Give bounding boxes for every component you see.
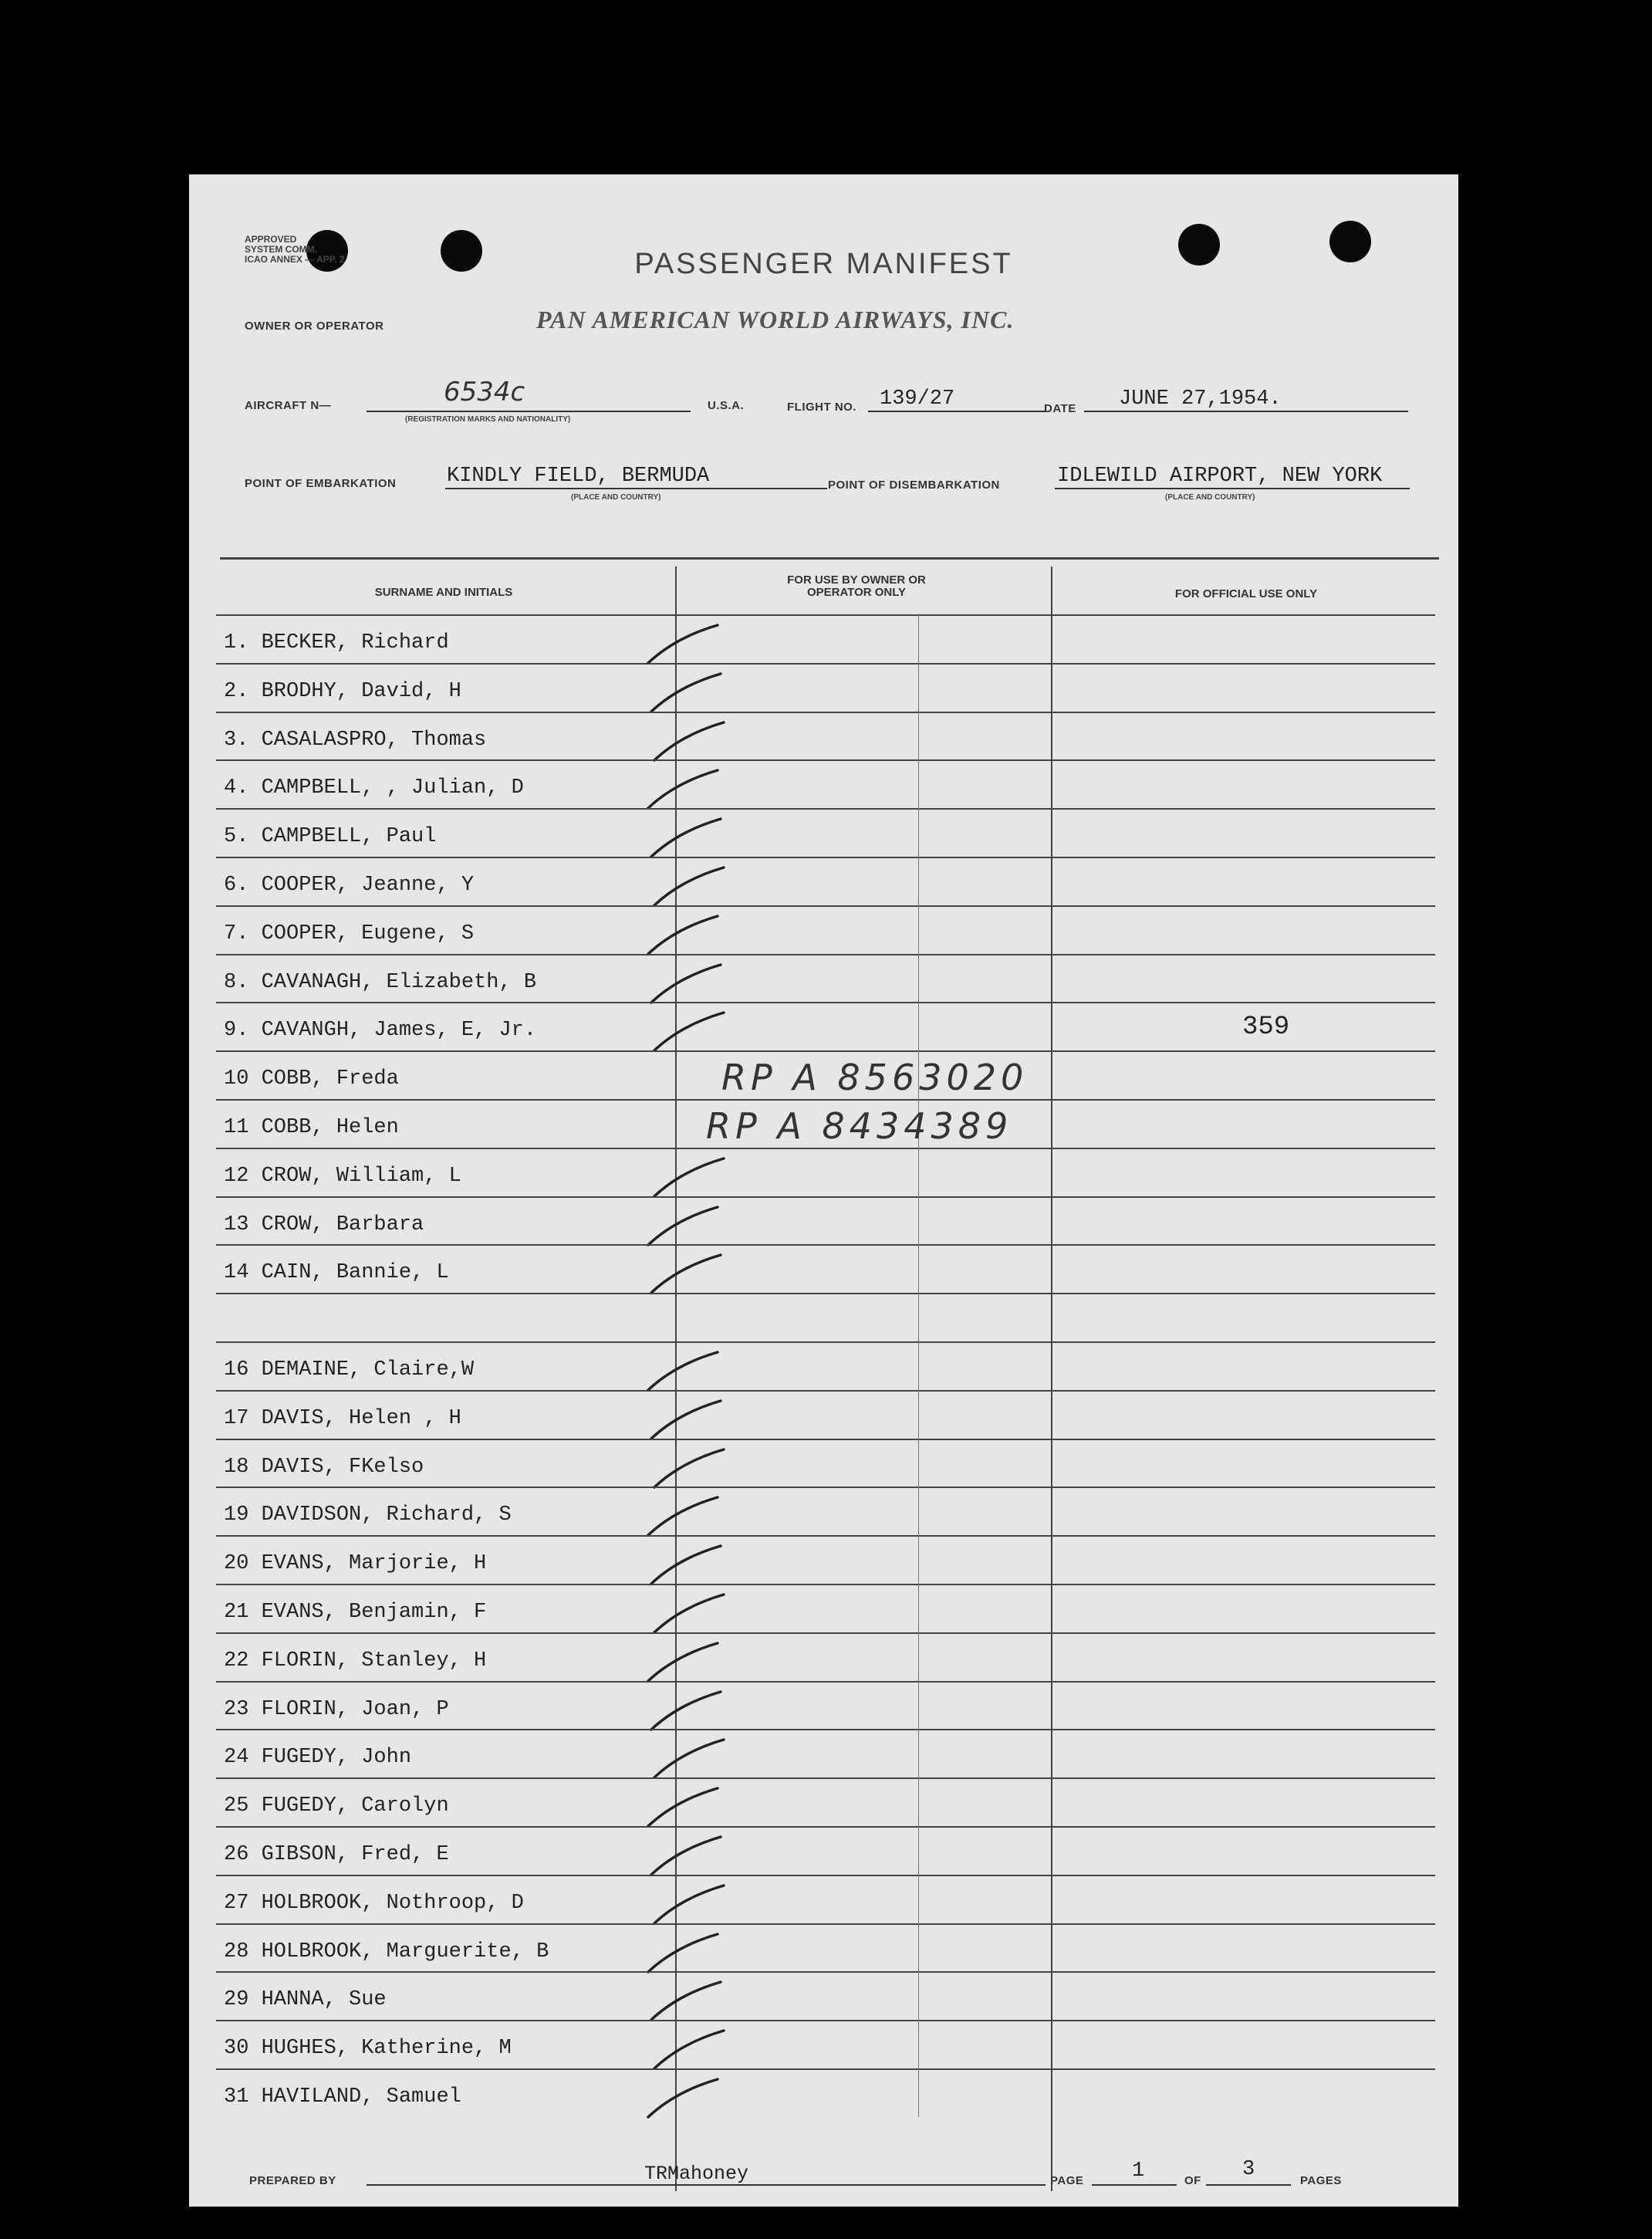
owner-subdivider	[918, 1923, 919, 1972]
check-mark	[647, 814, 740, 861]
aircraft-sublabel: (REGISTRATION MARKS AND NATIONALITY)	[405, 415, 571, 424]
row-rule	[216, 1050, 1435, 1052]
row-rule	[216, 1486, 1435, 1488]
owner-label: OWNER OR OPERATOR	[245, 320, 384, 333]
embarkation-value: KINDLY FIELD, BERMUDA	[447, 465, 710, 488]
passenger-name: 25 FUGEDY, Carolyn	[224, 1794, 449, 1818]
disembarkation-label: POINT OF DISEMBARKATION	[828, 479, 1000, 492]
row-rule	[216, 1244, 1435, 1246]
row-rule	[216, 1777, 1435, 1779]
check-mark	[644, 1784, 737, 1830]
approval-line: SYSTEM COMM.	[245, 244, 318, 255]
owner-subdivider	[918, 1002, 919, 1050]
aircraft-label: AIRCRAFT N—	[245, 399, 332, 412]
row-rule	[216, 1341, 1435, 1343]
surname-header: SURNAME AND INITIALS	[374, 586, 513, 599]
row-rule	[216, 1971, 1435, 1973]
disembarkation-sublabel: (PLACE AND COUNTRY)	[1165, 493, 1255, 502]
check-mark	[644, 1202, 737, 1249]
check-mark	[647, 1250, 740, 1297]
check-mark	[650, 1590, 743, 1636]
owner-subdivider	[918, 1971, 919, 2020]
owner-subdivider	[918, 1535, 919, 1584]
row-rule	[216, 759, 1435, 761]
owner-subdivider	[918, 1777, 919, 1826]
page-label: PAGE	[1050, 2174, 1084, 2187]
of-underline	[1206, 2184, 1291, 2186]
owner-subdivider	[918, 954, 919, 1003]
owner-subdivider	[918, 905, 919, 954]
check-mark	[647, 1832, 740, 1879]
embarkation-label: POINT OF EMBARKATION	[245, 477, 397, 490]
owner-subdivider	[918, 614, 919, 663]
passenger-name: 19 DAVIDSON, Richard, S	[224, 1503, 512, 1527]
owner-subdivider	[918, 1875, 919, 1923]
row-rule	[216, 1584, 1435, 1585]
check-mark	[650, 863, 743, 909]
passenger-name: 28 HOLBROOK, Marguerite, B	[224, 1940, 549, 1963]
embarkation-underline	[445, 488, 827, 489]
official-use-header: FOR OFFICIAL USE ONLY	[1174, 587, 1318, 600]
passenger-name: 10 COBB, Freda	[224, 1067, 399, 1091]
passenger-name: 5. CAMPBELL, Paul	[224, 825, 437, 849]
embarkation-sublabel: (PLACE AND COUNTRY)	[571, 493, 661, 502]
row-rule	[216, 1196, 1435, 1198]
row-rule	[216, 2068, 1435, 2070]
manifest-paper	[189, 174, 1458, 2207]
passenger-name: 31 HAVILAND, Samuel	[224, 2085, 461, 2109]
form-title: PASSENGER MANIFEST	[634, 248, 1013, 280]
disembarkation-value: IDLEWILD AIRPORT, NEW YORK	[1057, 465, 1383, 488]
row-rule	[216, 808, 1435, 810]
row-rule	[216, 1632, 1435, 1634]
check-mark	[644, 1493, 737, 1539]
check-mark	[647, 669, 740, 715]
owner-note: RP A 8563020	[721, 1057, 1029, 1099]
passenger-name: 22 FLORIN, Stanley, H	[224, 1649, 487, 1672]
owner-subdivider	[918, 1729, 919, 1777]
row-rule	[216, 1099, 1435, 1101]
prepared-value: TRMahoney	[644, 2163, 749, 2185]
owner-use-header: FOR USE BY OWNER OR OPERATOR ONLY	[787, 573, 926, 599]
check-mark	[650, 1445, 743, 1491]
owner-subdivider	[918, 2068, 919, 2117]
check-mark	[647, 1687, 740, 1733]
flight-value: 139/27	[880, 387, 955, 411]
row-rule	[216, 1439, 1435, 1440]
passenger-name: 4. CAMPBELL, , Julian, D	[224, 776, 524, 800]
check-mark	[644, 621, 737, 667]
passenger-name: 11 COBB, Helen	[224, 1116, 399, 1139]
table-top-line	[220, 557, 1439, 560]
check-mark	[644, 2075, 737, 2121]
passenger-name: 7. COOPER, Eugene, S	[224, 922, 475, 945]
row-rule	[216, 1826, 1435, 1828]
row-rule	[216, 1390, 1435, 1392]
row-rule	[216, 712, 1435, 713]
passenger-name: 13 CROW, Barbara	[224, 1213, 424, 1236]
row-rule	[216, 1002, 1435, 1003]
passenger-name: 21 EVANS, Benjamin, F	[224, 1601, 487, 1624]
row-rule	[216, 1535, 1435, 1537]
passenger-name: 14 CAIN, Bannie, L	[224, 1261, 449, 1285]
of-label: OF	[1184, 2174, 1201, 2187]
prepared-label: PREPARED BY	[249, 2174, 336, 2187]
pages-label: PAGES	[1300, 2174, 1342, 2187]
row-rule	[216, 614, 1435, 616]
check-mark	[650, 1154, 743, 1200]
owner-note: RP A 8434389	[706, 1105, 1013, 1147]
passenger-name: 9. CAVANGH, James, E, Jr.	[224, 1019, 537, 1043]
owner-subdivider	[918, 1196, 919, 1245]
of-value: 3	[1242, 2158, 1255, 2181]
owner-subdivider	[918, 712, 919, 760]
airline-name: PAN AMERICAN WORLD AIRWAYS, INC.	[536, 306, 1015, 333]
passenger-name: 17 DAVIS, Helen , H	[224, 1406, 461, 1430]
flight-label: FLIGHT NO.	[787, 401, 856, 414]
owner-subdivider	[918, 1390, 919, 1439]
check-mark	[650, 1735, 743, 1781]
check-mark	[650, 2026, 743, 2072]
check-mark	[647, 960, 740, 1006]
check-mark	[644, 1639, 737, 1685]
row-rule	[216, 905, 1435, 907]
disembarkation-underline	[1055, 488, 1410, 489]
check-mark	[647, 1541, 740, 1588]
passenger-name: 24 FUGEDY, John	[224, 1746, 412, 1770]
check-mark	[644, 1930, 737, 1976]
owner-subdivider	[918, 1632, 919, 1681]
check-mark	[650, 718, 743, 764]
owner-subdivider	[918, 808, 919, 857]
passenger-name: 29 HANNA, Sue	[224, 1988, 387, 2012]
date-underline	[1084, 411, 1408, 412]
date-value: JUNE 27,1954.	[1119, 387, 1282, 411]
check-mark	[644, 911, 737, 958]
passenger-name: 16 DEMAINE, Claire,W	[224, 1358, 475, 1382]
owner-subdivider	[918, 1148, 919, 1196]
check-mark	[650, 1881, 743, 1927]
page-underline	[1092, 2184, 1177, 2186]
owner-subdivider	[918, 663, 919, 712]
aircraft-underline	[367, 411, 691, 412]
passenger-name: 12 CROW, William, L	[224, 1164, 461, 1188]
passenger-name: 18 DAVIS, FKelso	[224, 1455, 424, 1479]
row-rule	[216, 954, 1435, 955]
aircraft-value: 6534c	[444, 377, 525, 408]
check-mark	[650, 1008, 743, 1054]
owner-subdivider	[918, 1681, 919, 1730]
row-rule	[216, 1293, 1435, 1294]
passenger-name: 8. CAVANAGH, Elizabeth, B	[224, 970, 537, 994]
owner-subdivider	[918, 1341, 919, 1390]
owner-subdivider	[918, 759, 919, 808]
passenger-name: 26 GIBSON, Fred, E	[224, 1843, 449, 1866]
flight-underline	[868, 411, 1046, 412]
official-note: 359	[1242, 1013, 1290, 1043]
row-rule	[216, 1729, 1435, 1730]
row-rule	[216, 1923, 1435, 1925]
passenger-name: 3. CASALASPRO, Thomas	[224, 728, 487, 752]
passenger-name: 30 HUGHES, Katherine, M	[224, 2037, 512, 2061]
owner-subdivider	[918, 1439, 919, 1487]
column-divider	[1051, 567, 1052, 2191]
owner-subdivider	[918, 1486, 919, 1535]
approval-line: APPROVED	[245, 234, 297, 245]
owner-subdivider	[918, 857, 919, 905]
check-mark	[647, 1977, 740, 2024]
owner-subdivider	[918, 2020, 919, 2068]
date-label: DATE	[1044, 402, 1076, 415]
row-rule	[216, 2020, 1435, 2021]
check-mark	[647, 1396, 740, 1442]
owner-subdivider	[918, 1826, 919, 1875]
check-mark	[644, 1348, 737, 1394]
owner-subdivider	[918, 1244, 919, 1293]
row-rule	[216, 857, 1435, 858]
usa-label: U.S.A.	[708, 399, 745, 412]
passenger-name: 23 FLORIN, Joan, P	[224, 1697, 449, 1721]
passenger-name: 2. BRODHY, David, H	[224, 679, 461, 703]
row-rule	[216, 1681, 1435, 1683]
owner-subdivider	[918, 1584, 919, 1632]
row-rule	[216, 663, 1435, 665]
approval-line: ICAO ANNEX — APP. 2	[245, 254, 345, 265]
page-value: 1	[1132, 2160, 1145, 2183]
passenger-name: 6. COOPER, Jeanne, Y	[224, 874, 475, 897]
row-rule	[216, 1148, 1435, 1149]
row-rule	[216, 1875, 1435, 1876]
passenger-name: 27 HOLBROOK, Nothroop, D	[224, 1891, 524, 1915]
check-mark	[644, 766, 737, 812]
passenger-name: 20 EVANS, Marjorie, H	[224, 1552, 487, 1576]
passenger-name: 1. BECKER, Richard	[224, 631, 449, 654]
owner-subdivider	[918, 1293, 919, 1341]
